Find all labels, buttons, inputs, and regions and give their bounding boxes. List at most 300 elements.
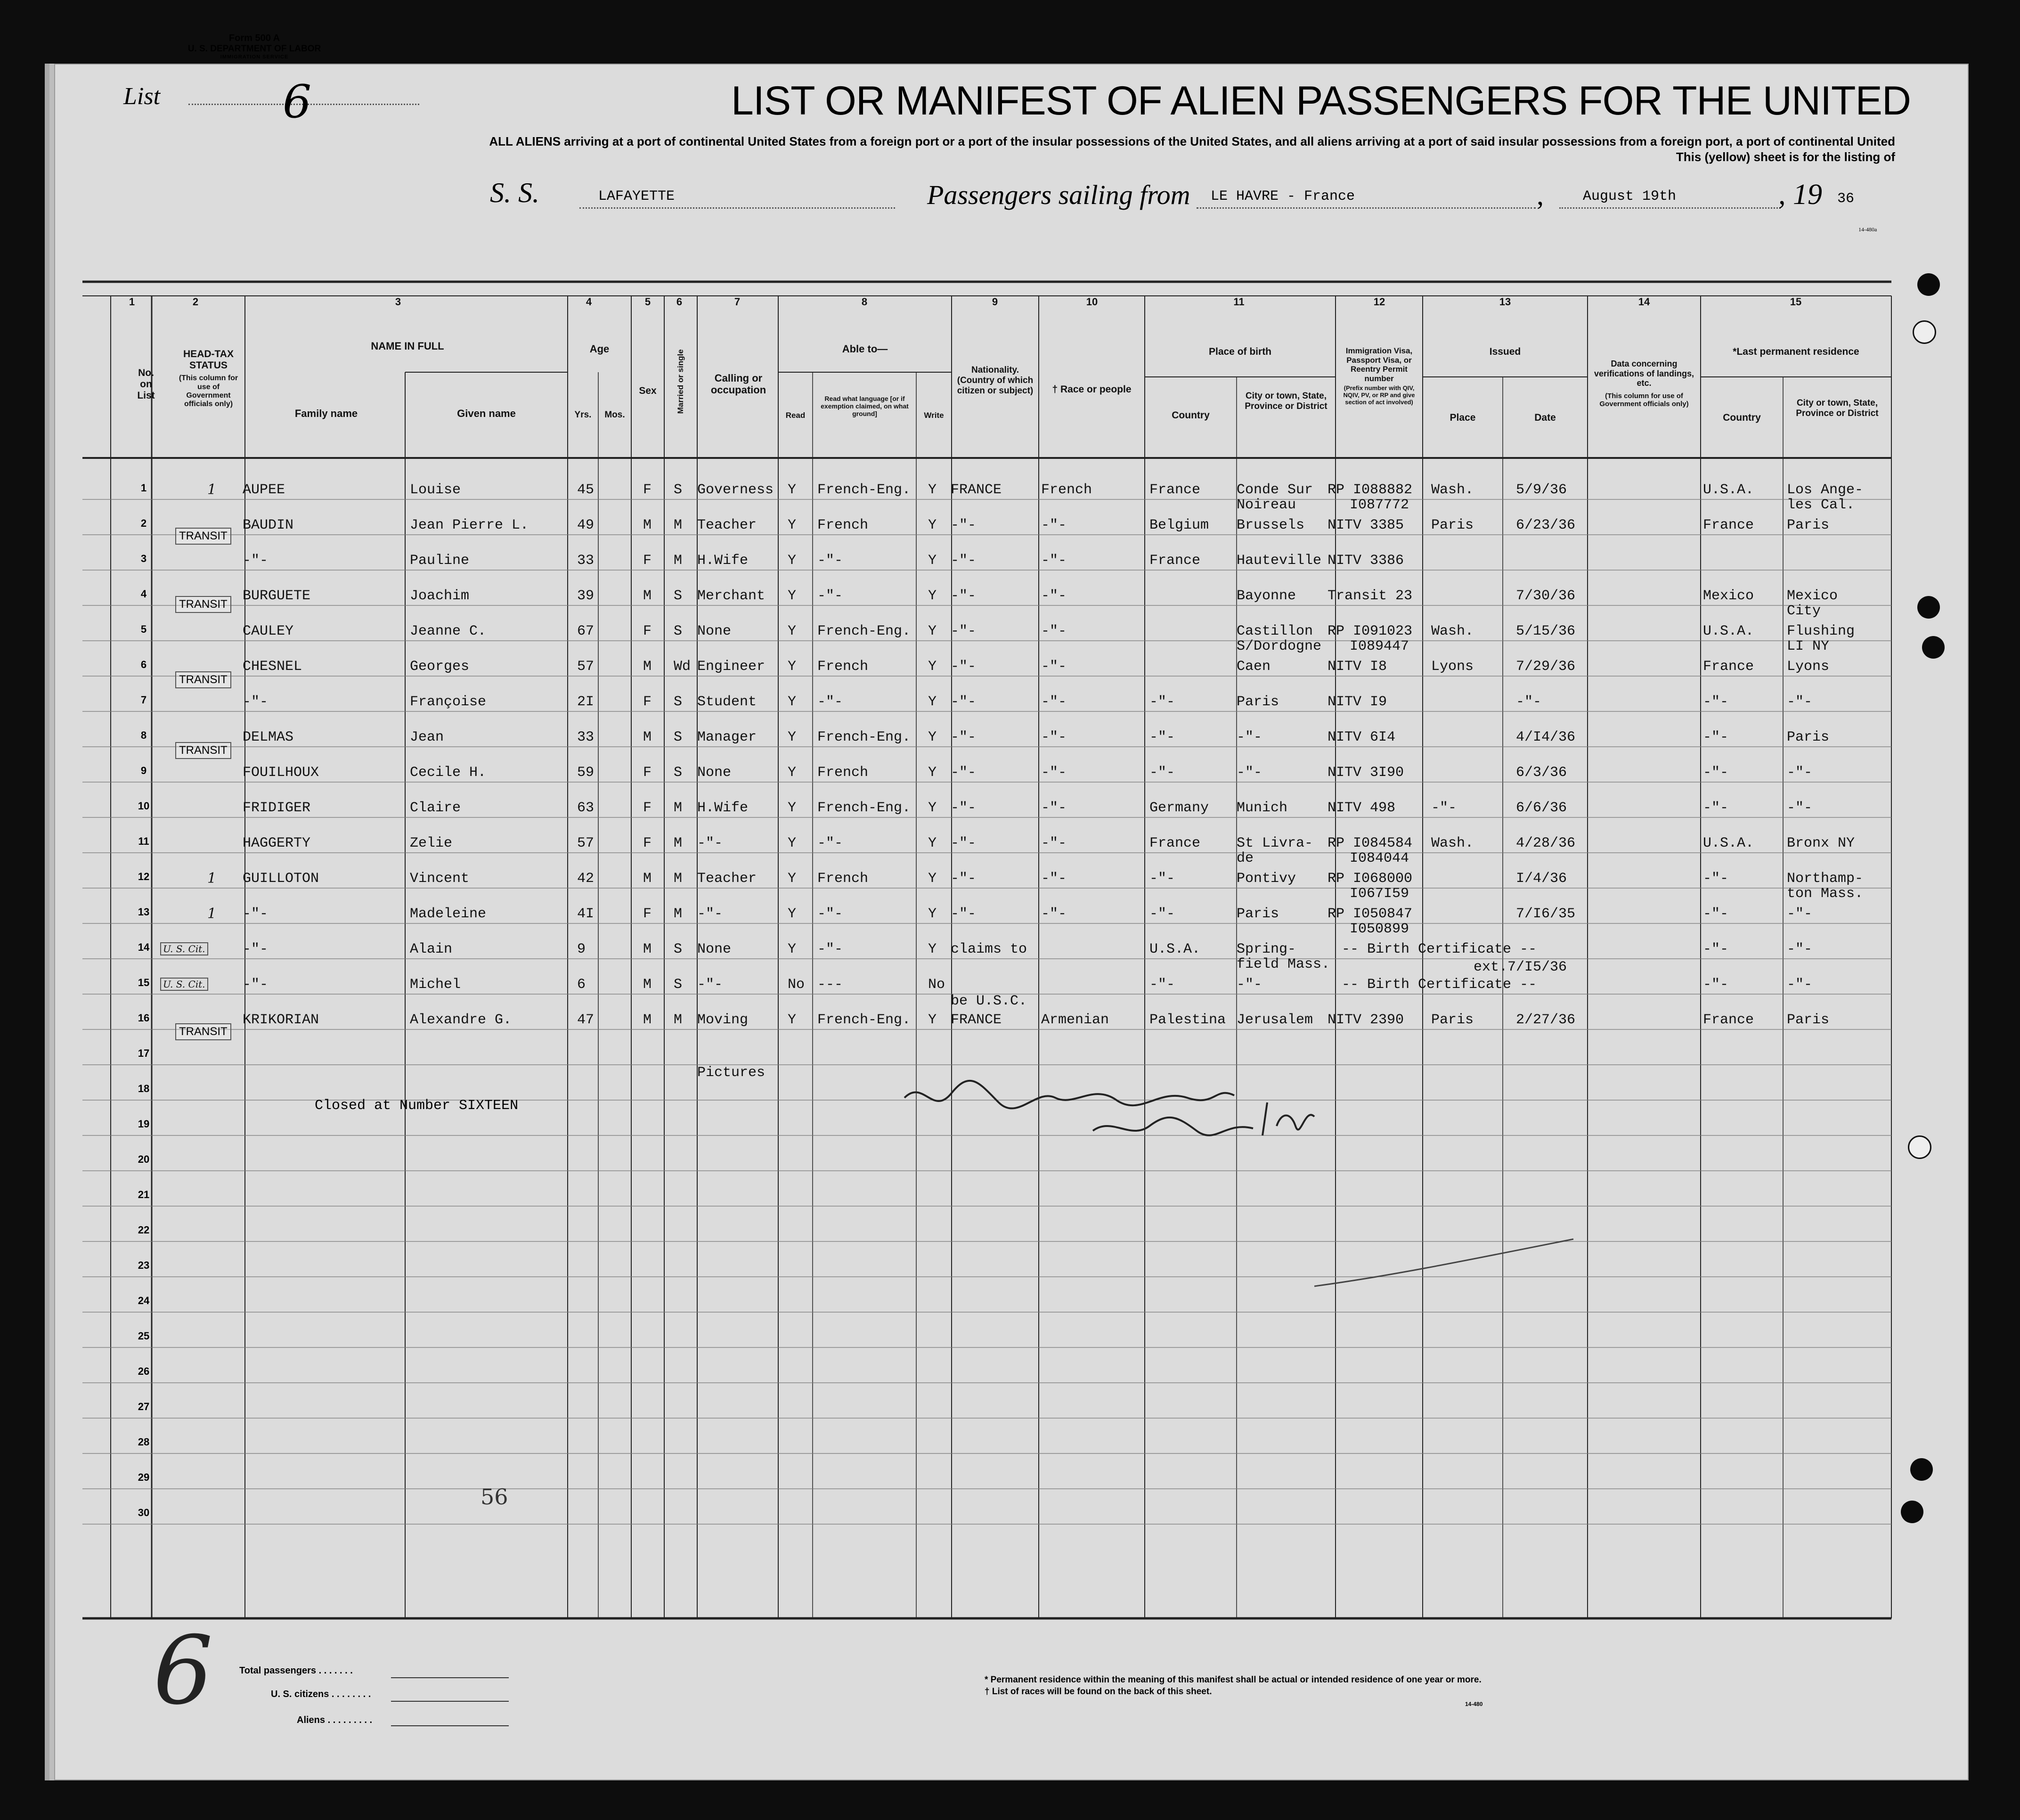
residence-city-cell: Bronx NY	[1787, 835, 1855, 851]
row-number: 13	[138, 906, 150, 918]
given-name-cell: Cecile H.	[410, 765, 487, 781]
residence-country-cell: -"-	[1703, 906, 1729, 922]
birth-city-cell: -"-	[1237, 729, 1262, 745]
read-language-cell: French-Eng.	[817, 482, 911, 498]
marital-status-cell: M	[674, 835, 683, 851]
given-name-cell: Georges	[410, 659, 470, 675]
residence-city-cell: -"-	[1787, 906, 1813, 922]
closed-note: Closed at Number SIXTEEN	[315, 1098, 519, 1114]
bcity2-cell: de	[1237, 850, 1254, 866]
row-number: 7	[140, 694, 147, 706]
sex-cell: F	[643, 694, 652, 710]
family-name-cell: -"-	[243, 694, 269, 710]
issued-place-cell: Lyons	[1431, 659, 1474, 675]
residence-city-cell: -"-	[1787, 977, 1813, 993]
verifications-title: Data concerning verifications of landings, etc.	[1594, 359, 1694, 388]
form-code: 14-480a	[1858, 226, 1877, 233]
race-cell: -"-	[1041, 659, 1067, 675]
sex-cell: M	[643, 729, 652, 745]
birth-country-cell: Palestina	[1149, 1012, 1226, 1028]
given-name-cell: Vincent	[410, 871, 470, 887]
nationality-cell: -"-	[951, 800, 977, 816]
write-cell: Y	[928, 588, 937, 604]
age-years-cell: 67	[577, 623, 595, 639]
occupation-cell: Engineer	[697, 659, 766, 675]
sailing-label: Passengers sailing from	[927, 180, 1190, 210]
row-number: 2	[140, 517, 147, 529]
issued-date-cell: I/4/36	[1516, 871, 1567, 887]
read-language-cell: -"-	[817, 906, 843, 922]
read-cell: Y	[788, 800, 797, 816]
column-number: 6	[676, 296, 683, 308]
age-years-cell: 42	[577, 871, 595, 887]
header-res-country: Country	[1723, 412, 1761, 423]
header-read: Read	[785, 411, 806, 420]
residence-country-cell: U.S.A.	[1703, 835, 1754, 851]
extension-note: ext.7/I5/36	[1474, 959, 1567, 975]
write-cell: No	[928, 977, 945, 993]
issued-place-cell: Wash.	[1431, 623, 1474, 639]
race-cell: -"-	[1041, 871, 1067, 887]
transit-stamp: TRANSIT	[175, 671, 231, 688]
marital-status-cell: M	[674, 906, 683, 922]
row-number: 30	[138, 1507, 150, 1518]
residence-city-cell: -"-	[1787, 765, 1813, 781]
birth-city-cell: Pontivy	[1237, 871, 1296, 887]
read-language-cell: French	[817, 659, 869, 675]
race-cell: -"-	[1041, 765, 1067, 781]
birth-city-cell: Munich	[1237, 800, 1288, 816]
residence-city-cell: Los Ange-	[1787, 482, 1864, 498]
page-title: LIST OR MANIFEST OF ALIEN PASSENGERS FOR THE UNITED	[731, 78, 1911, 123]
header-mos: Mos.	[604, 410, 625, 420]
sex-cell: F	[643, 623, 652, 639]
occupation-cell: Moving	[697, 1012, 749, 1028]
birth-country-cell: -"-	[1149, 765, 1175, 781]
given-name-cell: Alain	[410, 941, 453, 957]
rcity2-cell: City	[1787, 603, 1821, 619]
form-number: Form 500 A	[228, 33, 280, 43]
row-number: 6	[140, 659, 147, 670]
birth-city-cell: Spring-	[1237, 941, 1296, 957]
nationality-cell: -"-	[951, 871, 977, 887]
header-no-on-list: No. on List	[137, 367, 155, 401]
read-language-cell: French	[817, 871, 869, 887]
birth-country-cell: France	[1149, 553, 1201, 569]
nationality-cell: FRANCE	[951, 482, 1002, 498]
header-family-name: Family name	[294, 408, 358, 419]
us-citizens-label: U. S. citizens . . . . . . . .	[271, 1689, 371, 1699]
write-cell: Y	[928, 800, 937, 816]
transit-stamp: TRANSIT	[175, 528, 231, 545]
visa-title: Immigration Visa, Passport Visa, or Reentry Permit number	[1345, 346, 1413, 383]
read-cell: Y	[788, 482, 797, 498]
header-date: Date	[1534, 412, 1556, 423]
write-cell: Y	[928, 765, 937, 781]
family-name-cell: -"-	[243, 553, 269, 569]
header-given-name: Given name	[457, 408, 516, 419]
aliens-line	[391, 1725, 509, 1726]
sex-cell: M	[643, 659, 652, 675]
row-number: 14	[138, 941, 150, 953]
age-years-cell: 45	[577, 482, 595, 498]
nationality-cell: -"-	[951, 553, 977, 569]
occupation-cell: H.Wife	[697, 553, 749, 569]
family-name-cell: KRIKORIAN	[243, 1012, 319, 1028]
row-number: 29	[138, 1471, 150, 1483]
marital-status-cell: Wd	[674, 659, 691, 675]
visa2-cell: I087772	[1350, 497, 1409, 513]
write-cell: Y	[928, 729, 937, 745]
column-number: 4	[586, 296, 592, 308]
head-tax-cell: U. S. Cit.	[160, 942, 208, 955]
race-cell: -"-	[1041, 800, 1067, 816]
header-sex: Sex	[639, 385, 657, 396]
visa-cell: NITV 6I4	[1328, 729, 1396, 745]
birth-country-cell: -"-	[1149, 977, 1175, 993]
issued-date-cell: 7/29/36	[1516, 659, 1576, 675]
sex-cell: F	[643, 553, 652, 569]
occupation-cell: Manager	[697, 729, 757, 745]
sex-cell: M	[643, 941, 652, 957]
header-married: Married or single	[676, 349, 685, 414]
race-cell: Armenian	[1041, 1012, 1109, 1028]
family-name-cell: -"-	[243, 906, 269, 922]
marital-status-cell: M	[674, 517, 683, 533]
family-name-cell: BURGUETE	[243, 588, 311, 604]
residence-city-cell: Flushing	[1787, 623, 1855, 639]
visa-cell: NITV 3386	[1328, 553, 1404, 569]
issued-place-cell: Wash.	[1431, 835, 1474, 851]
family-name-cell: FOUILHOUX	[243, 765, 319, 781]
residence-country-cell: -"-	[1703, 800, 1729, 816]
visa-cell: -- Birth Certificate --	[1342, 941, 1537, 957]
given-name-cell: Jean	[410, 729, 444, 745]
inspector-signature	[895, 1069, 1347, 1154]
column-number: 8	[861, 296, 868, 308]
nationality-cell: FRANCE	[951, 1012, 1002, 1028]
visa-cell: RP I091023	[1328, 623, 1413, 639]
birth-country-cell: Belgium	[1149, 517, 1209, 533]
age-years-cell: 57	[577, 659, 595, 675]
residence-country-cell: France	[1703, 1012, 1754, 1028]
birth-country-cell: Germany	[1149, 800, 1209, 816]
head-tax-cell: 1	[207, 870, 217, 887]
given-name-cell: Louise	[410, 482, 461, 498]
residence-country-cell: U.S.A.	[1703, 623, 1754, 639]
head-tax-note: (This column for use of Government officials only)	[179, 374, 238, 408]
header-res-city: City or town, State, Province or District	[1796, 398, 1879, 418]
race-cell: -"-	[1041, 553, 1067, 569]
family-name-cell: CAULEY	[243, 623, 294, 639]
bcity2-cell: Noireau	[1237, 497, 1296, 513]
residence-city-cell: -"-	[1787, 800, 1813, 816]
nationality-cell: -"-	[951, 694, 977, 710]
residence-country-cell: France	[1703, 517, 1754, 533]
age-years-cell: 39	[577, 588, 595, 604]
row-number: 26	[138, 1365, 150, 1377]
residence-city-cell: Paris	[1787, 517, 1830, 533]
column-number: 7	[734, 296, 741, 308]
header-place: Place	[1450, 412, 1476, 423]
header-yrs: Yrs.	[574, 410, 592, 420]
visa2-cell: I084044	[1350, 850, 1409, 866]
read-cell: Y	[788, 1012, 797, 1028]
pencil-number: 56	[481, 1484, 508, 1510]
visa-cell: NITV 3I90	[1328, 765, 1404, 781]
comma: ,	[1537, 180, 1544, 211]
birth-country-cell: France	[1149, 835, 1201, 851]
nationality-line-2: be U.S.C.	[951, 993, 1027, 1009]
occupation-cell: Merchant	[697, 588, 766, 604]
visa-cell: RP I088882	[1328, 482, 1413, 498]
issued-place-cell: Wash.	[1431, 482, 1474, 498]
read-cell: Y	[788, 835, 797, 851]
sailing-from: LE HAVRE - France	[1211, 188, 1355, 204]
row-number: 10	[138, 800, 150, 812]
issued-date-cell: 4/I4/36	[1516, 729, 1576, 745]
issued-date-cell: 2/27/36	[1516, 1012, 1576, 1028]
header-birth-city: City or town, State, Province or District	[1245, 391, 1328, 411]
row-number: 8	[140, 729, 147, 741]
header-age: Age	[589, 343, 610, 355]
footnote-2: † List of races will be found on the back of this sheet.	[985, 1687, 1212, 1697]
sex-cell: M	[643, 1012, 652, 1028]
nationality-cell: -"-	[951, 517, 977, 533]
family-name-cell: CHESNEL	[243, 659, 302, 675]
column-number: 1	[129, 296, 135, 308]
visa2-cell: I067I59	[1350, 886, 1409, 902]
birth-city-cell: Caen	[1237, 659, 1271, 675]
column-number: 3	[395, 296, 401, 308]
occupation-cell: -"-	[697, 906, 723, 922]
read-language-cell: French-Eng.	[817, 623, 911, 639]
ship-name: LAFAYETTE	[598, 188, 675, 204]
read-cell: Y	[788, 623, 797, 639]
footnote-code: 14-480	[1465, 1701, 1483, 1707]
us-citizens-text: U. S. citizens	[271, 1689, 329, 1699]
read-language-cell: French-Eng.	[817, 800, 911, 816]
sex-cell: M	[643, 871, 652, 887]
issued-place-cell: Paris	[1431, 1012, 1474, 1028]
total-line	[391, 1677, 509, 1678]
visa-cell: Transit 23	[1328, 588, 1413, 604]
column-number: 5	[644, 296, 651, 308]
visa-cell: RP I068000	[1328, 871, 1413, 887]
header-able-to: Able to—	[842, 343, 888, 355]
year-prefix-value: 19	[1793, 179, 1822, 211]
issued-date-cell: 7/I6/35	[1516, 906, 1576, 922]
read-cell: Y	[788, 517, 797, 533]
header-issued: Issued	[1489, 346, 1521, 357]
column-number: 15	[1790, 296, 1802, 308]
read-cell: Y	[788, 553, 797, 569]
visa2-cell: I089447	[1350, 638, 1409, 654]
visa-cell: RP I084584	[1328, 835, 1413, 851]
residence-country-cell: -"-	[1703, 871, 1729, 887]
read-language-cell: -"-	[817, 553, 843, 569]
birth-city-cell: Conde Sur	[1237, 482, 1313, 498]
year-prefix: , 19	[1778, 179, 1822, 211]
column-number: 12	[1373, 296, 1385, 308]
row-number: 11	[138, 835, 149, 847]
sex-cell: M	[643, 588, 652, 604]
birth-city-cell: -"-	[1237, 765, 1262, 781]
read-language-cell: French	[817, 765, 869, 781]
occupation-cell: -"-	[697, 977, 723, 993]
rcity2-cell: LI NY	[1787, 638, 1830, 654]
read-language-cell: French-Eng.	[817, 1012, 911, 1028]
row-number: 22	[138, 1224, 150, 1236]
read-cell: Y	[788, 871, 797, 887]
age-years-cell: 4I	[577, 906, 595, 922]
age-years-cell: 9	[577, 941, 586, 957]
transit-stamp: TRANSIT	[175, 596, 231, 613]
birth-country-cell: -"-	[1149, 871, 1175, 887]
nationality-cell: -"-	[951, 835, 977, 851]
aliens-label: Aliens . . . . . . . . .	[297, 1715, 373, 1725]
birth-country-cell: -"-	[1149, 729, 1175, 745]
race-cell: -"-	[1041, 835, 1067, 851]
marital-status-cell: S	[674, 977, 683, 993]
birth-city-cell: Hauteville	[1237, 553, 1322, 569]
marital-status-cell: S	[674, 482, 683, 498]
handwritten-number: 6	[153, 1616, 213, 1726]
verifications-note: (This column for use of Government officials only)	[1599, 392, 1689, 408]
birth-country-cell: -"-	[1149, 694, 1175, 710]
row-number: 19	[138, 1118, 150, 1130]
nationality-cell: -"-	[951, 729, 977, 745]
list-number: 6	[283, 75, 312, 128]
read-cell: Y	[788, 765, 797, 781]
read-language-cell: French-Eng.	[817, 729, 911, 745]
instructions-line-1: ALL ALIENS arriving at a port of continental United States from a foreign port or a port of the insular possessions of the United States, and all aliens arriving at a port of said insular possessions from a foreign port, a port of continental United	[489, 134, 1895, 148]
total-passengers-text: Total passengers	[239, 1665, 317, 1676]
write-cell: Y	[928, 835, 937, 851]
family-name-cell: -"-	[243, 941, 269, 957]
write-cell: Y	[928, 659, 937, 675]
birth-city-cell: -"-	[1237, 977, 1262, 993]
department: U. S. DEPARTMENT OF LABOR	[187, 44, 321, 54]
column-number: 9	[992, 296, 998, 308]
issued-date-cell: 6/3/36	[1516, 765, 1567, 781]
header-birth-country: Country	[1172, 410, 1210, 421]
nationality-cell: -"-	[951, 765, 977, 781]
read-language-cell: -"-	[817, 694, 843, 710]
age-years-cell: 49	[577, 517, 595, 533]
transit-stamp: TRANSIT	[175, 742, 231, 759]
bcity2-cell: field Mass.	[1237, 956, 1330, 972]
sex-cell: M	[643, 517, 652, 533]
residence-country-cell: -"-	[1703, 729, 1729, 745]
write-cell: Y	[928, 482, 937, 498]
issued-date-cell: 6/23/36	[1516, 517, 1576, 533]
visa-cell: NITV 3385	[1328, 517, 1404, 533]
read-language-cell: ---	[817, 977, 843, 993]
row-number: 18	[138, 1083, 150, 1094]
visa-cell: NITV 498	[1328, 800, 1396, 816]
issued-date-cell: 5/9/36	[1516, 482, 1567, 498]
row-number: 5	[140, 623, 147, 635]
occupation-cell: -"-	[697, 835, 723, 851]
visa2-cell: I050899	[1350, 921, 1409, 937]
read-cell: Y	[788, 659, 797, 675]
residence-country-cell: -"-	[1703, 694, 1729, 710]
occupation-cell: Governess	[697, 482, 774, 498]
sex-cell: F	[643, 906, 652, 922]
residence-country-cell: U.S.A.	[1703, 482, 1754, 498]
given-name-cell: Michel	[410, 977, 461, 993]
family-name-cell: -"-	[243, 977, 269, 993]
residence-country-cell: -"-	[1703, 765, 1729, 781]
column-number: 2	[192, 296, 199, 308]
column-number: 10	[1086, 296, 1098, 308]
age-years-cell: 59	[577, 765, 595, 781]
family-name-cell: AUPEE	[243, 482, 285, 498]
occupation-cell: None	[697, 623, 732, 639]
marital-status-cell: M	[674, 1012, 683, 1028]
read-language-cell: French	[817, 517, 869, 533]
row-number: 1	[140, 482, 147, 494]
age-years-cell: 2I	[577, 694, 595, 710]
row-number: 23	[138, 1259, 150, 1271]
column-number: 11	[1233, 296, 1245, 308]
header-last-residence: *Last permanent residence	[1733, 346, 1859, 357]
race-cell: French	[1041, 482, 1092, 498]
age-years-cell: 57	[577, 835, 595, 851]
birth-country-cell: -"-	[1149, 906, 1175, 922]
header-verifications	[1590, 359, 1698, 408]
service: IMMIGRATION SERVICE	[220, 54, 289, 60]
residence-city-cell: -"-	[1787, 941, 1813, 957]
occupation-cell: None	[697, 941, 732, 957]
marital-status-cell: M	[674, 871, 683, 887]
write-cell: Y	[928, 694, 937, 710]
instructions-line-2: This (yellow) sheet is for the listing of	[1676, 150, 1895, 164]
residence-country-cell: -"-	[1703, 941, 1729, 957]
birth-city-cell: St Livra-	[1237, 835, 1313, 851]
pencil-line	[1314, 1234, 1578, 1291]
marital-status-cell: M	[674, 553, 683, 569]
header-race: † Race or people	[1052, 384, 1132, 395]
occupation-cell: Teacher	[697, 517, 757, 533]
year-suffix: 36	[1837, 191, 1855, 207]
birth-country-cell: France	[1149, 482, 1201, 498]
head-tax-cell: 1	[207, 482, 217, 498]
header-write: Write	[924, 411, 944, 420]
visa-cell: NITV I9	[1328, 694, 1387, 710]
row-number: 25	[138, 1330, 150, 1342]
header-place-of-birth: Place of birth	[1208, 346, 1272, 357]
given-name-cell: Pauline	[410, 553, 470, 569]
row-number: 16	[138, 1012, 150, 1024]
birth-city-cell: Jerusalem	[1237, 1012, 1313, 1028]
write-cell: Y	[928, 517, 937, 533]
occupation-cell: Student	[697, 694, 757, 710]
read-cell: Y	[788, 906, 797, 922]
residence-city-cell: -"-	[1787, 694, 1813, 710]
marital-status-cell: S	[674, 765, 683, 781]
issued-place-cell: Paris	[1431, 517, 1474, 533]
aliens-text: Aliens	[297, 1715, 326, 1725]
age-years-cell: 33	[577, 729, 595, 745]
issued-date-cell: 4/28/36	[1516, 835, 1576, 851]
header-head-tax	[177, 349, 240, 409]
given-name-cell: Jeanne C.	[410, 623, 487, 639]
residence-city-cell: Lyons	[1787, 659, 1830, 675]
marital-status-cell: S	[674, 694, 683, 710]
marital-status-cell: S	[674, 588, 683, 604]
